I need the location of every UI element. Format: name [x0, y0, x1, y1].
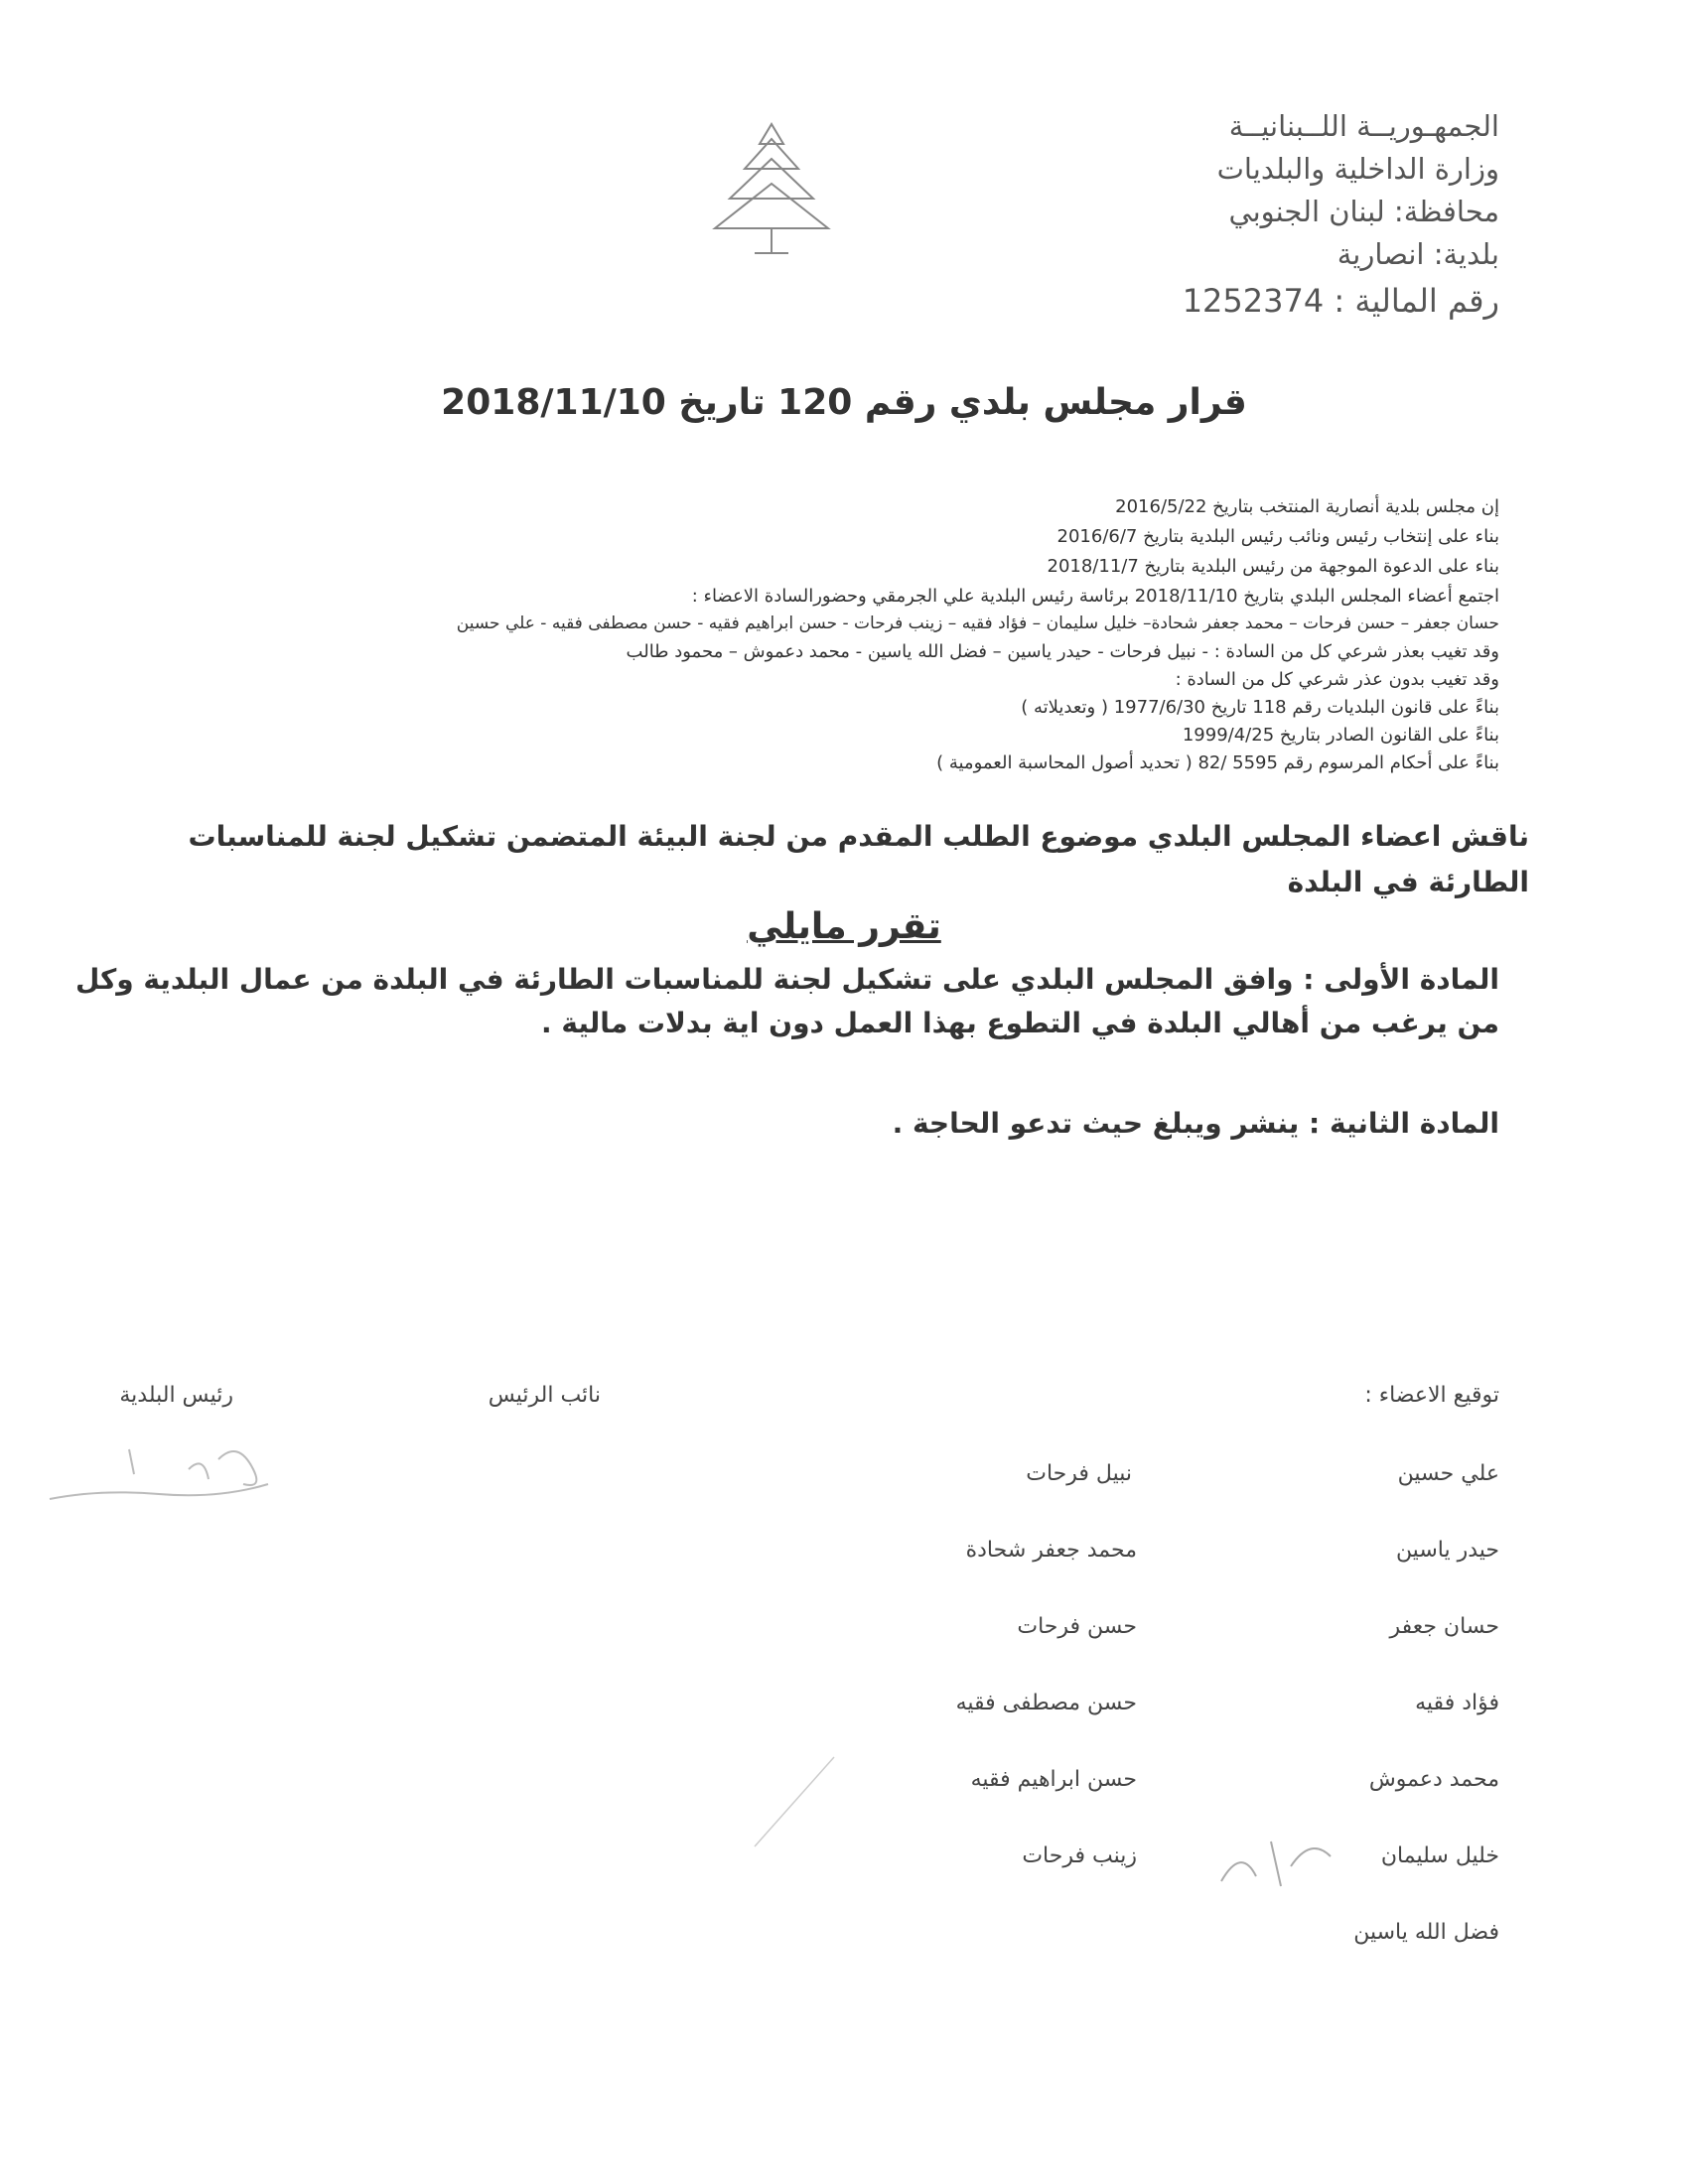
preamble-line: بناء على الدعوة الموجهة من رئيس البلدية بتاريخ 2018/11/7 [1047, 556, 1499, 577]
vice-president-label: نائب الرئيس [488, 1383, 601, 1408]
article-one: المادة الأولى : وافق المجلس البلدي على تشكيل لجنة للمناسبات الطارئة في البلدة من عمال البلدية وكل من يرغب من أهالي البلدة في التطوع بهذا العمل دون اية بدلات مالية . [75, 963, 1499, 1039]
president-label: رئيس البلدية [119, 1383, 233, 1408]
republic-name: الجمهـوريــة اللــبنانيــة [1228, 109, 1499, 143]
member-name: حسان جعفر [1389, 1614, 1499, 1639]
member-name: حسن فرحات [1017, 1614, 1137, 1639]
preamble-line: بناء على إنتخاب رئيس ونائب رئيس البلدية بتاريخ 2016/6/7 [1056, 526, 1499, 547]
member-name: حسن مصطفى فقيه [955, 1691, 1137, 1715]
preamble-line: إن مجلس بلدية أنصارية المنتخب بتاريخ 2016/5/22 [1115, 496, 1499, 517]
article-two: المادة الثانية : ينشر ويبلغ حيث تدعو الحاجة . [892, 1107, 1499, 1140]
municipality-name: بلدية: انصارية [1336, 237, 1499, 271]
member-name: فضل الله ياسين [1353, 1920, 1499, 1945]
member-name: خليل سليمان [1380, 1843, 1499, 1868]
member-name: محمد جعفر شحادة [965, 1538, 1137, 1563]
preamble-line: اجتمع أعضاء المجلس البلدي بتاريخ 2018/11/10 برئاسة رئيس البلدية علي الجرمقي وحضورالسادة الاعضاء : [691, 586, 1499, 607]
cedar-emblem-icon [700, 114, 844, 263]
member-signature-icon [1211, 1827, 1350, 1896]
member-name: حسن ابراهيم فقيه [970, 1767, 1137, 1792]
decision-title: قرار مجلس بلدي رقم 120 تاريخ 2018/11/10 [441, 382, 1247, 423]
preamble-line: بناءً على القانون الصادر بتاريخ 1999/4/25 [1182, 725, 1499, 746]
member-signature-icon [735, 1747, 854, 1856]
members-signature-label: توقيع الاعضاء : [1364, 1383, 1499, 1408]
member-name: فؤاد فقيه [1415, 1691, 1499, 1715]
preamble-line: وقد تغيب بدون عذر شرعي كل من السادة : [1175, 669, 1499, 690]
decides-heading: تقرر مايلي [747, 906, 941, 947]
discussion-paragraph: ناقش اعضاء المجلس البلدي موضوع الطلب المقدم من لجنة البيئة المتضمن تشكيل لجنة للمناسبات الطارئة في البلدة [188, 820, 1529, 898]
member-name: محمد دعموش [1368, 1767, 1499, 1792]
member-name: حيدر ياسين [1395, 1538, 1499, 1563]
preamble-line: وقد تغيب بعذر شرعي كل من السادة : - نبيل فرحات - حيدر ياسين – فضل الله ياسين - محمد دعموش – محمود طالب [626, 641, 1499, 662]
attendees-line: حسان جعفر – حسن فرحات – محمد جعفر شحادة– خليل سليمان – فؤاد فقيه – زينب فرحات - حسن ابراهيم فقيه - حسن مصطفى فقيه - علي حسين [456, 614, 1499, 633]
member-name: نبيل فرحات [1026, 1461, 1132, 1486]
member-name: علي حسين [1397, 1461, 1499, 1486]
financial-number: رقم المالية : 1252374 [1182, 282, 1499, 320]
member-name: زينب فرحات [1022, 1843, 1137, 1868]
preamble-line: بناءً على قانون البلديات رقم 118 تاريخ 1977/6/30 ( وتعديلاته ) [1021, 697, 1499, 718]
president-signature-icon [40, 1430, 298, 1519]
ministry-name: وزارة الداخلية والبلديات [1216, 152, 1499, 186]
governorate-name: محافظة: لبنان الجنوبي [1228, 195, 1499, 228]
preamble-line: بناءً على أحكام المرسوم رقم 5595 /82 ( تحديد أصول المحاسبة العمومية ) [936, 752, 1499, 773]
